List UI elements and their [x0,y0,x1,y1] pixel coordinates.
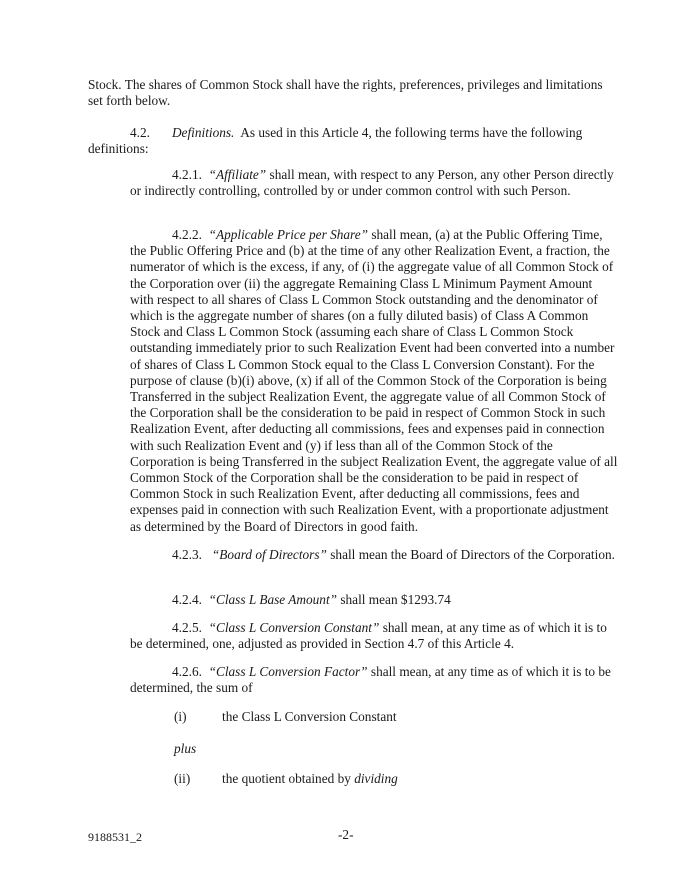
definition-term: “Affiliate” [208,167,267,182]
definition-4-2-5 [130,620,618,652]
list-item-label: (ii) [174,771,191,786]
definition-4-2-2 [130,227,618,535]
section-number: 4.2. [130,125,150,140]
list-plus [174,741,196,757]
list-item-ii [174,771,398,787]
definition-text: shall mean $1293.74 [340,592,451,607]
definition-text: shall mean, at any time as of which it is to be determined, the sum of [130,664,611,696]
definition-text: shall mean, (a) at the Public Offering Time, the Public Offering Price and (b) at the time of any other Realization Event, a fraction, the numerator of which is the excess, if any, of (i) the aggregate value of all Common Stock of the Corporation over (ii) the aggregate Remaining Class L Minimum Payment Amount with respect to all shares of Class L Common Stock outstanding and the denominator of which is the aggregate number of shares (on a fully diluted basis) of Class A Common Stock and Class L Common Stock (assuming each share of Class L Common Stock outstanding immediately prior to such Realization Event had been converted into a number of shares of Class L Common Stock equal to the Class L Conversion Constant). For the purpose of clause (b)(i) above, (x) if all of the Common Stock of the Corporation is being Transferred in the subject Realization Event, the aggregate value of all Common Stock of the Corporation shall be the consideration to be paid in respect of Common Stock in such Realization Event, after deducting all commissions, fees and expenses paid in connection with such Realization Event and (y) if less than all of the Common Stock of the Corporation is being Transferred in the subject Realization Event, the aggregate value of all Common Stock of the Corporation shall be the consideration to be paid in respect of Common Stock in such Realization Event, after deducting all commissions, fees and expenses paid in connection with such Realization Event, with a proportionate adjustment as determined by the Board of Directors in good faith. [130,227,618,534]
doc-id-text: 9188531_2 [88,830,142,844]
footer-doc-id [88,829,142,845]
definition-text: shall mean, with respect to any Person, any other Person directly or indirectly controlling, controlled by or under common control with such Person. [130,167,614,199]
footer-page-number [338,827,354,843]
definition-term: “Class L Conversion Factor” [208,664,368,679]
definition-4-2-1 [130,167,618,199]
list-item-i [174,709,397,725]
definition-term: “Board of Directors” [211,547,327,562]
intro-text: Stock. The shares of Common Stock shall have the rights, preferences, privileges and limitations set forth below. [88,77,603,109]
section-title: Definitions. [171,125,235,140]
section-text: As used in this Article 4, the following terms have the following definitions: [88,125,583,157]
section-4-2 [88,125,618,157]
plus-word: plus [174,741,197,756]
definition-term: “Class L Conversion Constant” [208,620,380,635]
definition-number: 4.2.5. [172,620,202,635]
definition-term: “Applicable Price per Share” [208,227,368,242]
definition-4-2-6 [130,664,618,696]
definition-text: shall mean the Board of Directors of the Corporation. [330,547,615,562]
definition-number: 4.2.1. [172,167,202,182]
definition-4-2-4 [130,592,618,608]
definition-4-2-3 [130,547,618,563]
definition-number: 4.2.2. [172,227,202,242]
definition-number: 4.2.4. [172,592,202,607]
intro-paragraph [88,77,618,109]
page-number-text: -2- [338,827,354,842]
list-item-text: the Class L Conversion Constant [222,709,397,724]
list-item-label: (i) [174,709,187,724]
definition-number: 4.2.3. [172,547,202,562]
definition-text: shall mean, at any time as of which it is to be determined, one, adjusted as provided in Section 4.7 of this Article 4. [130,620,607,652]
definition-term: “Class L Base Amount” [208,592,338,607]
definition-number: 4.2.6. [172,664,202,679]
list-item-text: the quotient obtained by [222,771,351,786]
list-item-italic: dividing [354,771,398,786]
